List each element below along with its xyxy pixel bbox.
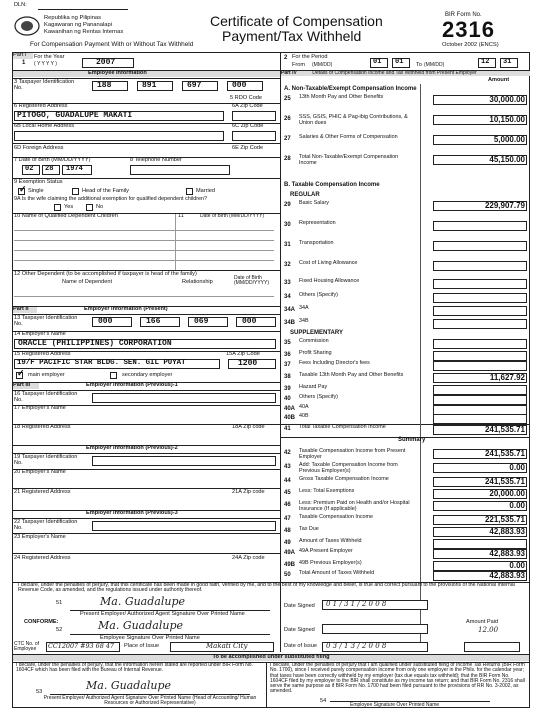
prev3-tin-field[interactable] <box>92 521 276 531</box>
income-row <box>281 240 529 252</box>
subtitle: For Compensation Payment With or Without Tax Withheld <box>30 41 194 48</box>
amount-field[interactable] <box>433 339 527 349</box>
employer-tin-4-value: 000 <box>242 317 257 326</box>
income-row <box>281 476 529 488</box>
agency-line-1: Republika ng Pilipinas <box>44 15 102 21</box>
date-signed-label-52: Date Signed <box>284 627 315 633</box>
no-label: No <box>96 204 104 210</box>
children-dob-label: Date of Birth (MM/DD/YYYY) <box>200 213 265 219</box>
prev1-address-label: 18 Registered Address <box>14 424 71 430</box>
income-row <box>281 488 529 500</box>
row-label: 49A Present Employer <box>299 548 353 554</box>
amount-value: 241,535.71 <box>484 449 525 458</box>
row-label: Total Taxable Compensation Income <box>299 424 386 430</box>
income-row <box>281 154 529 166</box>
row-number: 31 <box>284 242 291 248</box>
head-family-label: Head of the Family <box>82 188 129 194</box>
row-number: 41 <box>284 426 291 432</box>
income-row <box>281 292 529 304</box>
row-label: Less: Total Exemptions <box>299 488 355 494</box>
zip-6c-label: 6C Zip Code <box>232 123 264 129</box>
date-signed-label-51: Date Signed <box>284 603 315 609</box>
head-family-checkbox[interactable] <box>72 188 79 195</box>
zip-6e-label: 6E Zip Code <box>232 145 264 151</box>
employer-signature-51: Ma. Guadalupe <box>100 595 185 608</box>
agency-line-2: Kagawaran ng Pananalapi <box>44 22 113 28</box>
income-row <box>281 372 529 384</box>
income-row <box>281 305 529 317</box>
registered-address-value: PITOGO, GUADALUPE MAKATI <box>17 111 133 120</box>
single-check-mark: ✓ <box>19 184 27 194</box>
rdo-code-label: 5 RDO Code <box>230 95 263 101</box>
employer-zip-label: 15A Zip Code <box>226 351 260 357</box>
supplementary-heading: SUPPLEMENTARY <box>290 330 344 336</box>
row-label: Hazard Pay <box>299 384 328 390</box>
prev1-zip-label: 18A Zip code <box>232 424 265 430</box>
amount-field[interactable] <box>433 241 527 251</box>
row-label: Commission <box>299 338 329 344</box>
prev3-zip-label: 24A Zip code <box>232 555 265 561</box>
row-number: 47 <box>284 516 291 522</box>
row-number: 34B <box>284 320 296 326</box>
row-label: Fixed Housing Allowance <box>299 278 360 284</box>
employee-tin-label: 3 Taxpayer Identification No. <box>14 79 75 91</box>
prev2-name-label: 20 Employer's Name <box>14 469 66 475</box>
conforme-label: CONFORME: <box>24 619 59 625</box>
year-value: 2007 <box>96 58 116 67</box>
exemption-status-label: 9 Exemption Status <box>14 179 63 185</box>
income-row <box>281 94 529 106</box>
row-number: 49A <box>284 550 296 556</box>
main-employer-label: main employer <box>28 372 65 378</box>
from-mm-value: 01 <box>373 58 382 66</box>
part-iv-label: Part IV <box>281 70 297 76</box>
row-label: Representation <box>299 220 336 226</box>
to-mm-value: 12 <box>481 58 490 66</box>
income-row <box>281 526 529 538</box>
registered-address-label: 6 Registered Address <box>14 103 68 109</box>
title-line-2: Payment/Tax Withheld <box>222 28 362 44</box>
present-employer-signature-label: Present Employer/ Authorized Agent Signature Over Printed Name <box>80 611 245 617</box>
substituted-right-text: I declare, under the penalties of perjury that I am qualified under substituted filing of Income Tax Returns (BIR Form No. 1700), since I received purely compensation income from only one employer in the Phils. for the calendar year; that taxes have been correctly withheld by my employer (tax due equals tax withheld); that the BIR Form No. 1604CF filed by my employer to the BIR shall constitute as my income tax return; and that BIR Form No. 2316 shall serve the same purpose as if BIR Form No. 1700 had been filed pursuant to the provisions of RR No. 3-2002, as amended. <box>270 662 525 695</box>
date-issue-value: 0 3 / 1 3 / 2 0 0 8 <box>326 642 387 650</box>
amount-heading: Amount <box>488 77 510 83</box>
local-address-field[interactable] <box>14 131 224 141</box>
income-row <box>281 448 529 460</box>
amount-field[interactable] <box>433 293 527 303</box>
income-row <box>281 548 529 560</box>
income-row <box>281 514 529 526</box>
row-label: 13th Month Pay and Other Benefits <box>299 94 384 100</box>
amount-value: 42,883.93 <box>489 571 525 580</box>
regular-heading: REGULAR <box>290 192 320 198</box>
row-label: Basic Salary <box>299 200 329 206</box>
zip-6a-label: 6A Zip Code <box>232 103 263 109</box>
row-number: 38 <box>284 374 291 380</box>
row-number: 40B <box>284 415 296 421</box>
prev2-tin-field[interactable] <box>92 456 276 466</box>
income-row <box>281 570 529 582</box>
telephone-field[interactable] <box>130 165 230 175</box>
income-row <box>281 500 529 512</box>
amount-value: 241,535.71 <box>484 425 525 434</box>
period-label: For the Period <box>292 54 328 60</box>
taxable-heading: B. Taxable Compensation Income <box>284 182 380 188</box>
income-row <box>281 424 529 436</box>
amount-field[interactable] <box>433 279 527 289</box>
row-label: Others (Specify) <box>299 292 338 298</box>
amount-value: 11,627.92 <box>489 373 525 382</box>
amount-value: 0.00 <box>509 561 525 570</box>
other-dependent-label: 12 Other Dependent (to be accomplished if taxpayer is head of the family) <box>14 271 197 277</box>
telephone-label: 8 Telephone Number <box>130 157 182 163</box>
row-label: 40A <box>299 404 309 410</box>
employer-name-value: ORACLE (PHILIPPINES) CORPORATION <box>18 339 172 348</box>
wife-claim-no[interactable] <box>86 204 93 211</box>
zip-6a-field[interactable] <box>232 111 276 121</box>
part-iv-heading <box>281 71 530 76</box>
field-52-num: 52 <box>56 627 63 633</box>
income-row <box>281 134 529 146</box>
employee-tin-3-value: 697 <box>187 81 202 90</box>
title-line-1: Certificate of Compensation <box>210 13 383 29</box>
to-dd-value: 31 <box>503 58 512 66</box>
row-label: Taxable Compensation Income from Present Employer <box>299 448 406 460</box>
employee-info-heading: Employee Information <box>13 71 280 77</box>
employer-signature-53: Ma. Guadalupe <box>86 679 171 692</box>
employee-tin-4-value: 000 <box>232 81 247 90</box>
amount-paid-value: 12.00 <box>478 626 499 634</box>
amount-value: 241,535.71 <box>484 477 525 486</box>
income-row <box>281 260 529 272</box>
row-number: 50 <box>284 572 291 578</box>
amount-value: 42,883.93 <box>489 527 525 536</box>
married-checkbox[interactable] <box>186 188 193 195</box>
secondary-employer-label: secondary employer <box>122 372 173 378</box>
period-from-format: (MM/DD) <box>312 62 333 68</box>
form-edition: October 2002 (ENCS) <box>442 42 499 48</box>
from-dd-value: 01 <box>395 58 404 66</box>
row-label: 40B <box>299 413 309 419</box>
employer-tin-1-value: 000 <box>98 317 113 326</box>
row-label: Others (Specify) <box>299 394 338 400</box>
employer-address-value: 19/F PACIFIC STAR BLDG. SEN. GIL PUYAT <box>17 359 186 367</box>
prev2-address-label: 21 Registered Address <box>14 489 71 495</box>
non-taxable-heading: A. Non-Taxable/Exempt Compensation Income <box>284 86 417 92</box>
zip-6c-field[interactable] <box>232 131 276 141</box>
row-label: Taxable Compensation Income <box>299 514 374 520</box>
prev1-tin-field[interactable] <box>92 393 276 403</box>
amount-value: 5,000.00 <box>493 135 525 144</box>
form-number: 2316 <box>442 17 495 42</box>
row-number: 34A <box>284 307 296 313</box>
field-53-num: 53 <box>36 689 43 695</box>
row-number: 29 <box>284 202 291 208</box>
dob-dd-value: 28 <box>45 165 54 173</box>
employer-address-label: 15 Registered Address <box>14 351 71 357</box>
employee-signature-label: Employee Signature Over Printed Name <box>100 635 200 641</box>
previous-employer-1-heading: Employer Information (Previous)-1 <box>86 382 178 388</box>
row-number: 36 <box>284 352 291 358</box>
income-row <box>281 220 529 232</box>
field-51-num: 51 <box>56 600 63 606</box>
row-label: 49B Previous Employer(s) <box>299 560 362 566</box>
row-label: SSS, GSIS, PHIC & Pag-ibig Contributions, & Union dues <box>299 114 408 126</box>
married-label: Married <box>196 188 215 194</box>
row-number: 44 <box>284 478 291 484</box>
row-label: 34A <box>299 305 309 311</box>
prev3-name-label: 23 Employer's Name <box>14 534 66 540</box>
row-label: Profit Sharing <box>299 350 332 356</box>
substituted-right-signature-label: Employee Signature Over Printed Name <box>350 702 440 708</box>
employer-tin-label: 13 Taxpayer Identification No. <box>14 315 78 327</box>
amount-value: 42,883.93 <box>489 549 525 558</box>
amount-field[interactable] <box>433 221 527 231</box>
part-ii-label: Part II <box>13 307 37 313</box>
substituted-filing-heading: To be accomplished under substituted filing <box>13 655 529 661</box>
income-row <box>281 114 529 126</box>
dob-yyyy-value: 1974 <box>66 165 83 173</box>
previous-employer-3-heading: Employer Information (Previous)-3 <box>86 510 178 516</box>
row-label: Cost of Living Allowance <box>299 260 358 266</box>
amount-value: 10,150.00 <box>489 115 525 124</box>
field-11-label: 11 <box>178 213 184 219</box>
ctc-value: CC12007 #93 68 47 <box>48 642 114 650</box>
form-label: BIR Form No. <box>445 12 482 18</box>
row-number: 43 <box>284 464 291 470</box>
prev2-tin-label: 19 Taxpayer Identification No. <box>14 454 78 466</box>
field-1-num: 1 <box>22 60 26 66</box>
substituted-left-text: I declare, under the penalties of perjury, that the information herein stated are reported under BIR Form No. 1604CF which has been filed with the Bureau of Internal Revenue. <box>16 662 253 674</box>
row-label: Fees Including Director's fees <box>299 360 370 366</box>
row-number: 35 <box>284 340 291 346</box>
prev1-name-label: 17 Employer's Name <box>14 405 66 411</box>
date-issue-label: Date of Issue <box>284 643 317 649</box>
previous-employer-2-heading: Employer Information (Previous)-2 <box>86 445 178 451</box>
single-label: Single <box>28 188 44 194</box>
amount-paid-field[interactable] <box>464 642 520 652</box>
field-54-num: 54 <box>320 698 327 704</box>
row-number: 42 <box>284 450 291 456</box>
amount-field[interactable] <box>433 361 527 371</box>
employee-tin-1-value: 188 <box>97 81 112 90</box>
dependent-dob-label: Date of Birth (MM/DD/YYYY) <box>234 275 269 287</box>
row-number: 37 <box>284 362 291 368</box>
row-number: 46 <box>284 502 291 508</box>
amount-value: 20,000.00 <box>489 489 525 498</box>
row-label: Transportation <box>299 240 334 246</box>
income-row <box>281 278 529 290</box>
substituted-left-signature-label: Present Employer/ Authorized Agent Signature Over Printed Name (Head of Accounting/ Human Resources or Authorized Representative) <box>43 695 257 707</box>
prev3-address-label: 24 Registered Address <box>14 555 71 561</box>
children-label: 10 Name of Qualified Dependent Children <box>14 213 118 219</box>
row-number: 25 <box>284 96 291 102</box>
employee-tin-2-value: 891 <box>142 81 157 90</box>
amount-value: 0.00 <box>509 501 525 510</box>
amount-value: 0.00 <box>509 463 525 472</box>
amount-field[interactable] <box>433 414 527 424</box>
amount-value: 221,535.71 <box>484 515 525 524</box>
foreign-address-label: 6D Foreign Address <box>14 145 64 151</box>
row-label: Total Non-Taxable/Exempt Compensation Income <box>299 154 399 166</box>
row-number: 30 <box>284 222 291 228</box>
dob-mm-value: 02 <box>25 165 34 173</box>
row-label: Taxable 13th Month Pay and Other Benefits <box>299 372 404 378</box>
wife-claim-yes[interactable] <box>54 204 61 211</box>
row-label: Salaries & Other Forms of Compensation <box>299 134 398 140</box>
dependent-name-label: Name of Dependent <box>62 279 113 285</box>
bir-logo <box>14 16 40 36</box>
row-label: Add: Taxable Compensation Income from Previous Employer(s) <box>299 462 398 474</box>
local-address-label: 6B Local Home Address <box>14 123 75 129</box>
income-row <box>281 462 529 474</box>
amount-value: 229,907.79 <box>484 201 525 210</box>
row-number: 28 <box>284 156 291 162</box>
dob-label: 7 Date of Birth (MM/DD/YYYY) <box>14 157 91 163</box>
agency-line-3: Kawanihan ng Rentas Internas <box>44 29 124 35</box>
row-number: 39 <box>284 386 291 392</box>
row-number: 27 <box>284 136 291 142</box>
income-row <box>281 360 529 372</box>
employer-zip-value: 1200 <box>238 359 258 368</box>
prev3-tin-label: 22 Taxpayer Identification No. <box>14 519 78 531</box>
row-label: Less: Premium Paid on Health and/or Hospital Insurance (If applicable) <box>299 500 410 512</box>
amount-paid-label: Amount Paid <box>466 619 499 625</box>
amount-field[interactable] <box>433 319 527 329</box>
summary-heading: Summary <box>398 437 426 443</box>
row-label: Amount of Taxes Withheld <box>299 538 362 544</box>
date-signed-value-51: 0 1 / 3 1 / 2 0 0 8 <box>326 600 387 608</box>
employee-signature-52: Ma. Guadalupe <box>98 619 183 632</box>
row-number: 32 <box>284 262 291 268</box>
declaration-text: I declare, under the penalties of perjury, that this certificate has been made in good faith, verified by me, and to the best of my knowledge and belief, is true and correct pursuant to the provisions of the National Internal Revenue Code, as amended, and the regulations issued under authority thereof. <box>18 582 515 594</box>
row-number: 40 <box>284 396 291 402</box>
row-number: 34 <box>284 294 291 300</box>
row-number: 49 <box>284 540 291 546</box>
income-row <box>281 200 529 212</box>
income-row <box>281 318 529 330</box>
year-format: ( Y Y Y Y ) <box>34 61 57 67</box>
employer-tin-3-value: 069 <box>194 317 209 326</box>
row-label: 34B <box>299 318 309 324</box>
ctc-label: CTC No. of Employee <box>14 641 40 653</box>
field-2-num: 2 <box>284 55 288 61</box>
income-row <box>281 338 529 350</box>
secondary-employer-checkbox[interactable] <box>110 372 117 379</box>
yes-label: Yes <box>64 204 74 210</box>
row-label: Total Amount of Taxes Withheld <box>299 570 375 576</box>
amount-value: 30,000.00 <box>489 95 525 104</box>
row-label: Gross Taxable Compensation Income <box>299 476 389 482</box>
amount-field[interactable] <box>433 306 527 316</box>
employer-tin-2-value: 166 <box>146 317 161 326</box>
year-label: For the Year <box>34 54 65 60</box>
date-signed-field-52[interactable] <box>322 624 428 634</box>
prev1-tin-label: 16 Taxpayer Identification No. <box>14 391 78 403</box>
prev2-zip-label: 21A Zip code <box>232 489 265 495</box>
row-number: 49B <box>284 562 296 568</box>
relationship-label: Relationship <box>182 279 213 285</box>
part-i-label: Part I <box>13 53 33 59</box>
place-issue-label: Place of Issue <box>124 643 160 649</box>
amount-field[interactable] <box>433 261 527 271</box>
period-to-label: To <box>416 62 422 68</box>
employer-name-label: 14 Employer's Name <box>14 331 66 337</box>
wife-claim-label: 9A Is the wife claiming the additional exemption for qualified dependent children? <box>14 196 207 202</box>
row-number: 26 <box>284 116 291 122</box>
part-iii-label: Part III <box>13 383 39 389</box>
row-number: 45 <box>284 490 291 496</box>
present-employer-heading: Employer Information (Present) <box>84 306 168 312</box>
row-number: 48 <box>284 528 291 534</box>
part-iv-title: Details of Compensation Income and Tax Withheld from Present Employer <box>312 70 477 76</box>
period-to-format: (MM/DD) <box>424 62 445 68</box>
row-label: Tax Due <box>299 526 319 532</box>
main-employer-check-mark: ✓ <box>17 368 25 378</box>
amount-value: 45,150.00 <box>489 155 525 164</box>
period-from-label: From <box>292 62 306 68</box>
row-number: 40A <box>284 406 296 412</box>
dln-label: DLN: <box>14 2 27 8</box>
place-issue-value: Makati City <box>206 642 248 650</box>
row-number: 33 <box>284 280 291 286</box>
